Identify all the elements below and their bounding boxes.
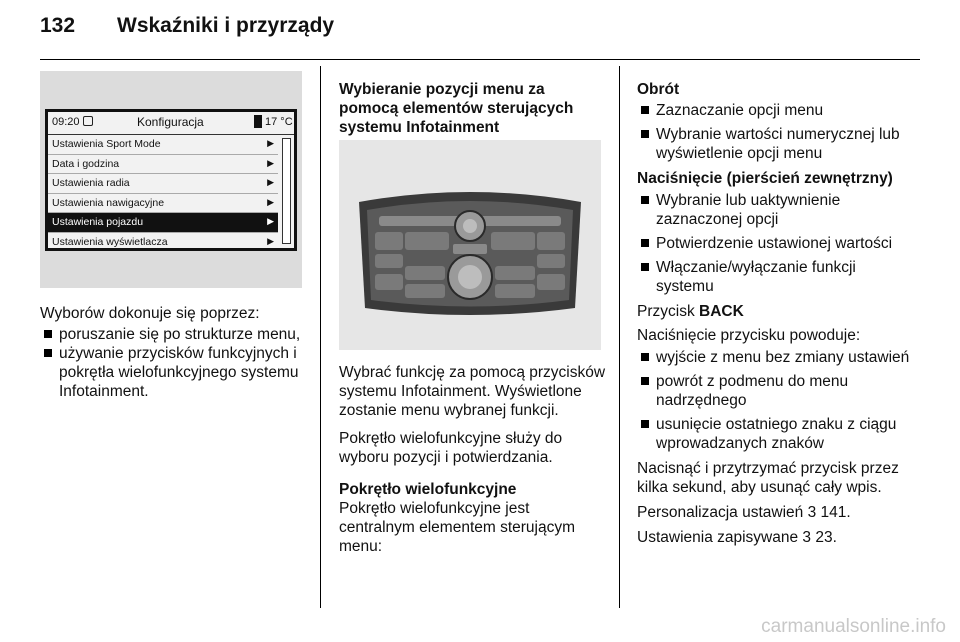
chevron-right-icon: ▶ <box>267 138 274 148</box>
right-column <box>637 80 913 547</box>
infotainment-console-illustration <box>339 140 601 350</box>
list-item: Potwierdzenie ustawionej wartości <box>637 234 913 253</box>
chevron-right-icon: ▶ <box>267 157 274 168</box>
middle-column-text <box>339 363 607 556</box>
menu-item-label: Ustawienia nawigacyjne <box>52 196 165 209</box>
display-title: Konfiguracja <box>137 115 204 129</box>
obrot-list <box>637 101 913 163</box>
reference-arrow-icon: 3 <box>807 504 817 521</box>
console-figure <box>339 140 601 350</box>
section-heading: Wybieranie pozycji menu za pomocą elementów sterujących systemu Infotainment <box>339 81 574 136</box>
chevron-right-icon: ▶ <box>267 177 274 187</box>
list-item: usunięcie ostatniego znaku z ciągu wprowadzanych znaków <box>637 415 913 453</box>
obrot-heading: Obrót <box>637 81 680 98</box>
menu-item[interactable] <box>48 135 278 155</box>
list-item: Wybranie wartości numerycznej lub wyświetlenie opcji menu <box>637 125 913 163</box>
back-button-heading <box>637 302 913 321</box>
list-item: Zaznaczanie opcji menu <box>637 101 913 120</box>
list-item: powrót z podmenu do menu nadrzędnego <box>637 372 913 410</box>
chevron-right-icon: ▶ <box>267 216 274 226</box>
menu-item[interactable] <box>48 155 278 175</box>
menu-item-label: Ustawienia radia <box>52 177 130 189</box>
left-column <box>40 304 312 401</box>
header-divider <box>40 59 920 60</box>
menu-item[interactable] <box>48 174 278 194</box>
display-temperature: 17 °C <box>265 116 293 128</box>
list-item: wyjście z menu bez zmiany ustawień <box>637 348 913 367</box>
intro-text: Wyborów dokonuje się poprzez: <box>40 305 260 322</box>
paragraph: Pokrętło wielofunkcyjne jest centralnym elementem sterującym menu: <box>339 500 576 555</box>
menu-item-label: Ustawienia Sport Mode <box>52 138 161 150</box>
phone-icon <box>254 115 262 128</box>
display-time: 09:20 <box>52 116 80 128</box>
back-list <box>637 348 913 453</box>
menu-item[interactable] <box>48 233 278 253</box>
menu-item-label: Ustawienia wyświetlacza <box>52 235 168 248</box>
press-list <box>637 191 913 296</box>
scrollbar[interactable] <box>282 138 291 244</box>
back-intro: Naciśnięcie przycisku powoduje: <box>637 327 861 344</box>
column-divider-1 <box>320 66 321 608</box>
menu-item-label: Ustawienia pojazdu <box>52 216 144 228</box>
menu-item-selected[interactable] <box>48 213 278 233</box>
page-title: Wskaźniki i przyrządy <box>117 14 335 37</box>
reference-ustawienia: Ustawienia zapisywane 3 23. <box>637 529 837 546</box>
display-menu-list <box>48 135 278 252</box>
list-item: używanie przycisków funkcyjnych i pokrętła wielofunkcyjnego systemu Infotainment. <box>40 344 312 401</box>
menu-item[interactable] <box>48 194 278 214</box>
sub-heading: Pokrętło wielofunkcyjne <box>339 481 517 498</box>
chevron-right-icon: ▶ <box>267 235 274 246</box>
list-item: Wybranie lub uaktywnienie zaznaczonej opcji <box>637 191 913 229</box>
clock-icon <box>83 116 93 126</box>
display-screen <box>45 109 297 251</box>
display-status-bar <box>48 112 294 135</box>
watermark: carmanualsonline.info <box>761 616 946 637</box>
chevron-right-icon: ▶ <box>267 196 274 207</box>
selection-methods-list <box>40 325 312 401</box>
list-item: poruszanie się po strukturze menu, <box>40 325 312 344</box>
list-item: Włączanie/wyłączanie funkcji systemu <box>637 258 913 296</box>
hold-paragraph: Nacisnąć i przytrzymać przycisk przez kilka sekund, aby usunąć cały wpis. <box>637 460 899 496</box>
display-figure <box>40 71 302 288</box>
reference-arrow-icon: 3 <box>802 529 812 546</box>
menu-item-label: Data i godzina <box>52 157 120 170</box>
back-label: BACK <box>699 303 744 320</box>
column-divider-2 <box>619 66 620 608</box>
press-heading: Naciśnięcie (pierścień zewnętrzny) <box>637 170 893 187</box>
back-prefix: Przycisk <box>637 303 699 320</box>
page-number: 132 <box>40 14 76 37</box>
paragraph: Pokrętło wielofunkcyjne służy do wyboru pozycji i potwierdzania. <box>339 430 563 466</box>
paragraph: Wybrać funkcję za pomocą przycisków systemu Infotainment. Wyświetlone zostanie menu wybranej funkcji. <box>339 364 606 419</box>
reference-personalizacja: Personalizacja ustawień 3 141. <box>637 504 851 521</box>
